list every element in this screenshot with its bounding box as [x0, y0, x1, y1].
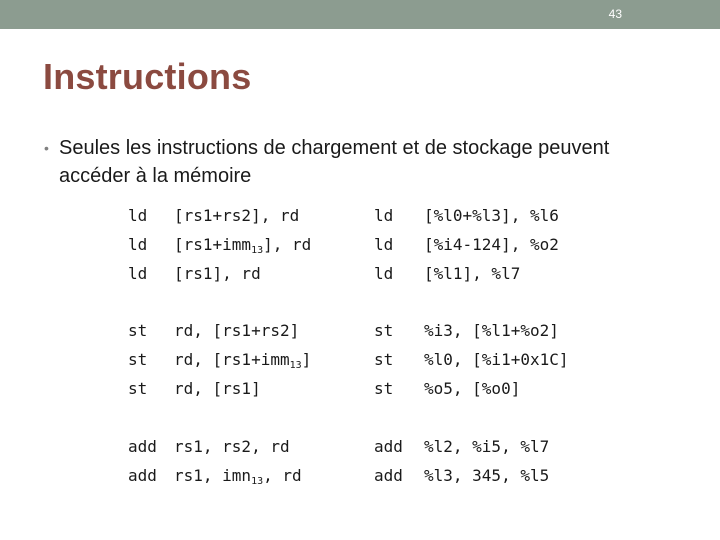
- operands-generic-start: rs1, imn: [174, 466, 252, 485]
- operands-generic: rd, [rs1+rs2]: [174, 321, 300, 340]
- operands-generic: [174, 235, 311, 254]
- bullet-text: Seules les instructions de chargement et de stockage peuvent accéder à la mémoire: [59, 137, 610, 187]
- operands-example: %i3, [%l1+%o2]: [424, 321, 559, 340]
- operands-example: [%i4-124], %o2: [424, 235, 559, 254]
- operands-generic: [rs1+rs2], rd: [174, 206, 300, 225]
- operands-example: [%l0+%l3], %l6: [424, 206, 559, 225]
- operands-example: %l0, [%i1+0x1C]: [424, 350, 569, 369]
- opcode-generic: ld: [128, 235, 148, 254]
- opcode-example: add: [374, 466, 403, 485]
- operands-generic-start: [rs1+imm: [174, 235, 252, 254]
- opcode-example: st: [374, 321, 394, 340]
- opcode-generic: st: [128, 379, 148, 398]
- opcode-generic: add: [128, 437, 157, 456]
- opcode-generic: ld: [128, 264, 148, 283]
- operands-example: %o5, [%o0]: [424, 379, 521, 398]
- opcode-example: st: [374, 379, 394, 398]
- opcode-example: st: [374, 350, 394, 369]
- bullet-dot: •: [44, 140, 49, 156]
- operands-generic-end: , rd: [263, 466, 302, 485]
- slide-title: Instructions: [43, 56, 252, 97]
- operands-generic-subscript: 13: [251, 245, 264, 256]
- opcode-generic: add: [128, 466, 157, 485]
- operands-generic-end: ], rd: [263, 235, 312, 254]
- opcode-generic: st: [128, 321, 148, 340]
- operands-generic-subscript: 13: [289, 360, 302, 371]
- opcode-example: ld: [374, 235, 394, 254]
- top-bar: [0, 0, 720, 29]
- operands-example: [%l1], %l7: [424, 264, 521, 283]
- operands-generic-start: rd, [rs1+imm: [174, 350, 290, 369]
- operands-generic: rs1, rs2, rd: [174, 437, 290, 456]
- operands-example: %l2, %i5, %l7: [424, 437, 550, 456]
- operands-generic-end: ]: [301, 350, 312, 369]
- operands-generic: rd, [rs1]: [174, 379, 261, 398]
- operands-generic: [174, 350, 311, 369]
- page-number: 43: [608, 7, 622, 21]
- operands-example: %l3, 345, %l5: [424, 466, 550, 485]
- operands-generic-subscript: 13: [251, 476, 264, 487]
- opcode-generic: ld: [128, 206, 148, 225]
- opcode-example: add: [374, 437, 403, 456]
- opcode-example: ld: [374, 264, 394, 283]
- opcode-generic: st: [128, 350, 148, 369]
- bullet-point: [44, 134, 664, 190]
- operands-generic: [174, 466, 302, 485]
- opcode-example: ld: [374, 206, 394, 225]
- operands-generic: [rs1], rd: [174, 264, 261, 283]
